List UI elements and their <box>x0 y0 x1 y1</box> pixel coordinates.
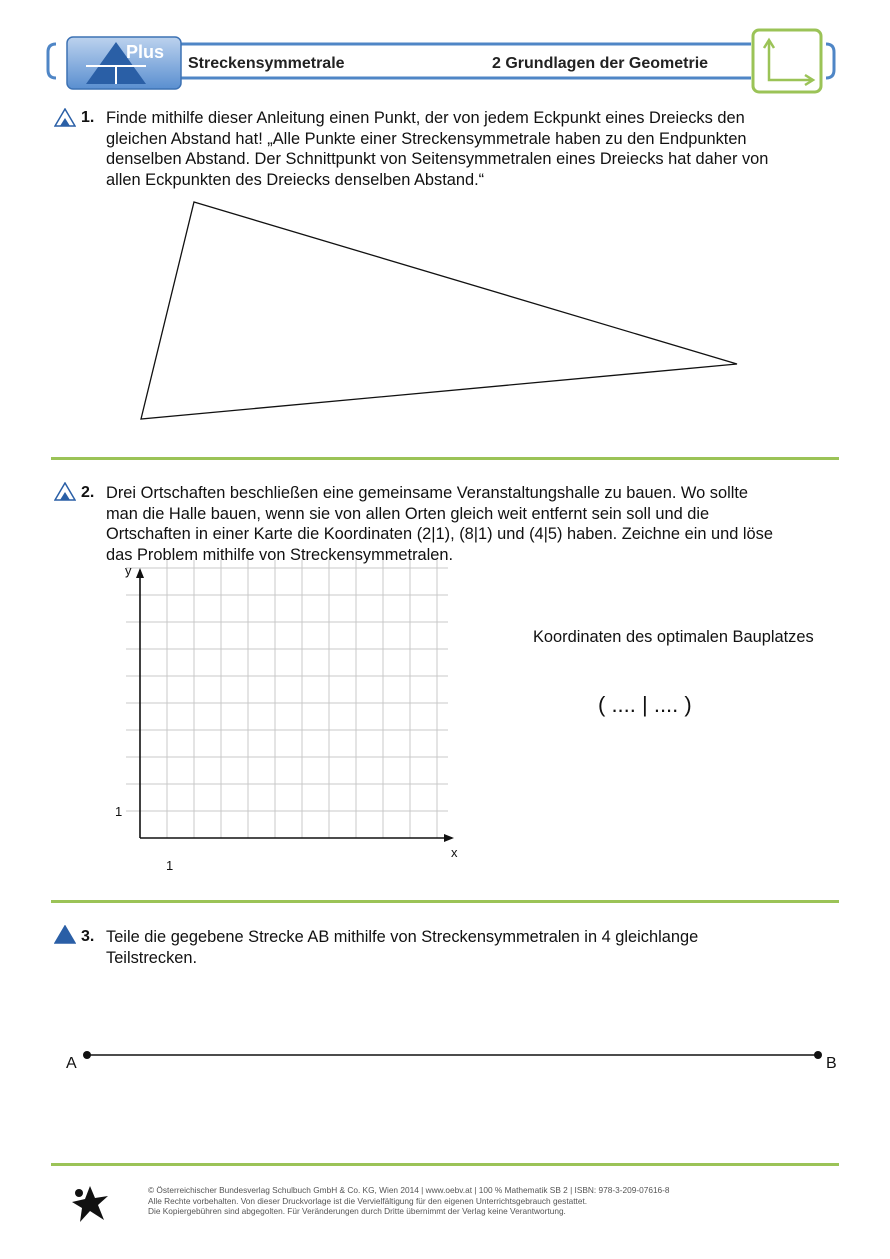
answer-label: Koordinaten des optimalen Bauplatzes <box>533 628 814 646</box>
text-line: das Problem mithilfe von Streckensymmetralen. <box>106 545 454 564</box>
footer-copyright <box>148 1185 788 1217</box>
footer-line: © Österreichischer Bundesverlag Schulbuch GmbH & Co. KG, Wien 2014 | www.oebv.at | 100 % Mathematik SB 2 | ISBN: 978-3-209-07616-8 <box>148 1185 670 1195</box>
page-title: Streckensymmetrale <box>188 55 345 72</box>
footer-line: Alle Rechte vorbehalten. Von dieser Druckvorlage ist die Vervielfältigung für den eigenen Unterrichtsgebrauch gestattet. <box>148 1195 588 1206</box>
text-line: Drei Ortschaften beschließen eine gemeinsame Veranstaltungshalle zu bauen. Wo sollte <box>106 484 749 502</box>
task-number: 1. <box>81 109 95 126</box>
difficulty-icon-2 <box>54 482 76 502</box>
section-divider <box>51 457 839 460</box>
footer-line: Die Kopiergebühren sind abgegolten. Für Veränderungen durch Dritte übernimmt der Verlag keine Verantwortung. <box>148 1206 566 1216</box>
text-line: Teile die gegebene Strecke AB mithilfe von Streckensymmetralen in 4 gleichlange <box>106 928 699 946</box>
point-b-label: B <box>826 1055 837 1072</box>
plus-logo-text: Plus <box>126 42 165 62</box>
x-axis-label: x <box>451 845 458 860</box>
given-triangle <box>0 0 890 440</box>
coordinate-grid <box>0 560 480 880</box>
y-axis-arrow <box>136 568 144 578</box>
y-tick-label: 1 <box>115 804 123 819</box>
text-line: Teilstrecken. <box>106 948 198 967</box>
text-line: allen Eckpunkten des Dreiecks denselben Abstand.“ <box>106 170 485 189</box>
text-line: man die Halle bauen, wenn sie von allen Orten gleich weit entfernt sein soll und die <box>106 504 710 523</box>
y-axis-label: y <box>125 563 132 578</box>
text-line: Finde mithilfe dieser Anleitung einen Punkt, der von jedem Eckpunkt eines Dreiecks den <box>106 109 745 127</box>
task-text-2 <box>106 483 846 565</box>
text-line: denselben Abstand. Der Schnittpunkt von Seitensymmetralen eines Dreiecks hat daher von <box>106 150 769 168</box>
section-divider <box>51 900 839 903</box>
task-number: 2. <box>81 484 95 501</box>
footer-divider <box>51 1163 839 1166</box>
text-line: gleichen Abstand hat! „Alle Punkte einer Streckensymmetrale haben zu den Endpunkten <box>106 129 747 148</box>
answer-blank[interactable]: ( .... | .... ) <box>598 692 692 717</box>
text-line: Ortschaften in einer Karte die Koordinaten (2|1), (8|1) und (4|5) haben. Zeichne ein und löse <box>106 525 773 543</box>
segment-ab <box>0 1040 890 1070</box>
x-axis-arrow <box>444 834 454 842</box>
task-number: 3. <box>81 928 95 945</box>
publisher-logo-icon <box>70 1184 110 1224</box>
x-tick-label: 1 <box>166 858 174 873</box>
task-text-3 <box>106 927 846 968</box>
chapter-title: 2 Grundlagen der Geometrie <box>492 55 709 72</box>
point-a-label: A <box>66 1055 77 1072</box>
difficulty-icon-3 <box>54 925 76 945</box>
